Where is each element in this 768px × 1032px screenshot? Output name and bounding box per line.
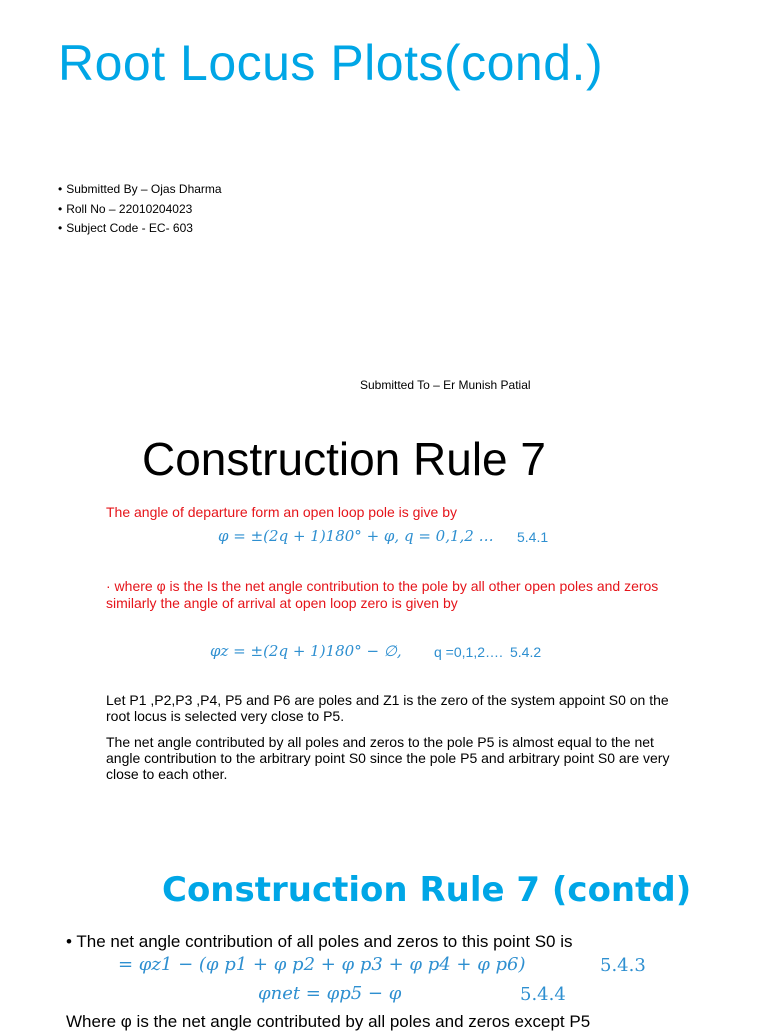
equation-departure: φ = ±(2q + 1)180° + φ, q = 0,1,2 … — [218, 527, 494, 545]
slide2-title: Construction Rule 7 — [142, 433, 546, 485]
slide1-title: Root Locus Plots(cond.) — [58, 35, 604, 91]
equation-net-angle-sum: = φz1 − (φ p1 + φ p2 + φ p3 + φ p4 + φ p6) — [118, 954, 526, 975]
roll-no-item: • Roll No – 22010204023 — [58, 200, 222, 220]
slide1-bullet-list — [58, 180, 222, 239]
equation-number-543: 5.4.3 — [600, 955, 646, 976]
equation-number-544: 5.4.4 — [520, 984, 566, 1005]
net-angle-paragraph: The net angle contributed by all poles and zeros to the pole P5 is almost equal to the net angle contribution to the arbitrary point S0 since the pole P5 and arbitrary point S0 are very close to each other. — [106, 734, 670, 782]
slide3-where-text: Where φ is the net angle contributed by all poles and zeros except P5 — [66, 1012, 591, 1031]
equation-arrival-q: q =0,1,2…. — [434, 644, 503, 660]
bullet-dot: • — [66, 932, 77, 951]
submitted-by-item: • Submitted By – Ojas Dharma — [58, 180, 222, 200]
equation-arrival: φz = ±(2q + 1)180° − ∅, — [210, 642, 402, 660]
submitted-to: Submitted To – Er Munish Patial — [360, 378, 531, 392]
poles-paragraph: Let P1 ,P2,P3 ,P4, P5 and P6 are poles and Z1 is the zero of the system appoint S0 on the root locus is selected very close to P5. — [106, 692, 669, 724]
equation-number-541: 5.4.1 — [517, 529, 549, 545]
slide3-bullet — [66, 932, 573, 952]
slide3-bullet-text: The net angle contribution of all poles and zeros to this point S0 is — [76, 932, 573, 951]
where-phi-text: · where φ is the Is the net angle contribution to the pole by all other open poles and zeros similarly the angle of arrival at open loop zero is given by — [106, 578, 659, 611]
subject-code-item: • Subject Code - EC- 603 — [58, 219, 222, 239]
slide3-title: Construction Rule 7 (contd) — [162, 870, 692, 910]
equation-phi-net: φnet = φp5 − φ — [258, 983, 402, 1004]
equation-number-542: 5.4.2 — [510, 644, 542, 660]
departure-intro: The angle of departure form an open loop pole is give by — [106, 504, 458, 520]
